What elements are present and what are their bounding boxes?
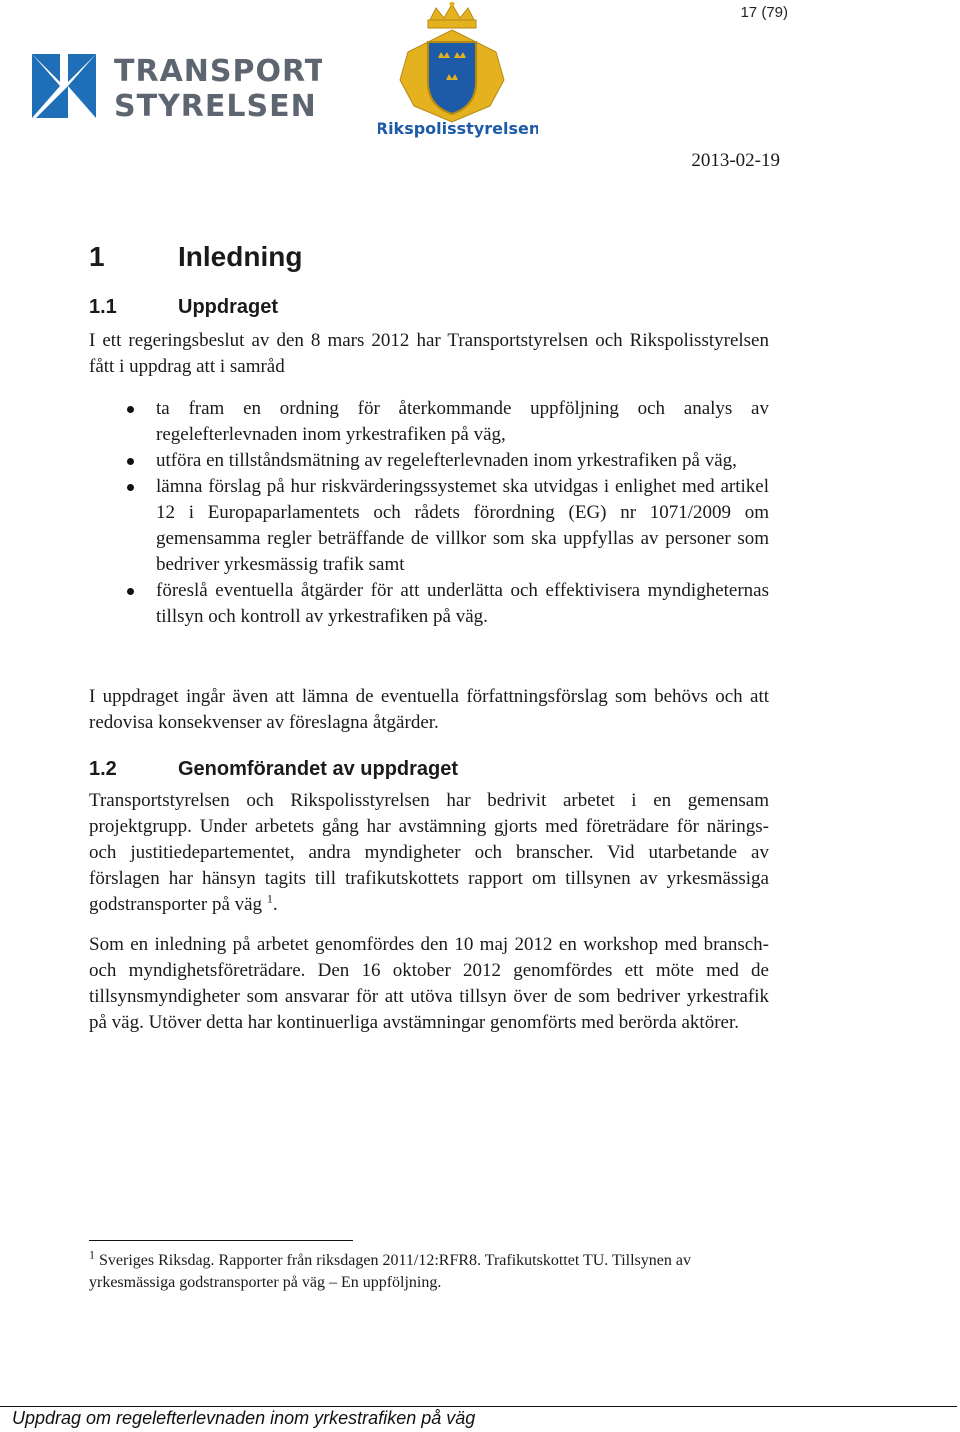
police-emblem-icon [378,2,538,142]
logo-line2: STYRELSEN [114,89,317,122]
logo-line1: TRANSPORT [114,54,322,89]
list-item-text: utföra en tillståndsmätning av regelefterlevnaden inom yrkestrafiken på väg, [156,450,737,471]
list-item [89,448,769,474]
bullet-icon [127,458,134,465]
bullet-icon [127,406,134,413]
heading-number: 1.2 [89,758,117,780]
implementation-paragraph-2: Som en inledning på arbetet genomfördes den 10 maj 2012 en workshop med bransch- och myndighetsföreträdare. Den 16 oktober 2012 genomfördes ett möte med de tillsynsmyndigheter som ansvarar för att utöva tillsyn över de som bedriver yrkestrafik på väg. Utöver detta har kontinuerliga avstämningar genomförts med berörda aktörer. [89,934,769,1033]
heading-title: Inledning [178,241,303,272]
transportstyrelsen-logo-mark [32,52,322,122]
footnote-number: 1 [89,1247,95,1262]
page-number: 17 (79) [740,4,788,21]
list-item-text: lämna förslag på hur riskvärderingssystemet ska utvidgas i enlighet med artikel 12 i Europaparlamentets och rådets förordning (EG) nr 1071/2009 om gemensamma regler beträffande de villkor som ska uppfyllas av personer som bedriver yrkesmässig trafik samt [156,476,769,575]
implementation-paragraph-1 [89,788,769,918]
transportstyrelsen-logo [32,52,322,127]
list-item [89,578,769,630]
rikspolisstyrelsen-logo [378,2,538,147]
intro-paragraph: I ett regeringsbeslut av den 8 mars 2012 har Transportstyrelsen och Rikspolisstyrelsen fått i uppdrag att i samråd [89,330,769,377]
list-item [89,474,769,578]
bullet-icon [127,484,134,491]
heading-section-1 [89,241,302,273]
footnote-divider [89,1240,353,1241]
footnote [89,1247,769,1294]
footnote-text: Sveriges Riksdag. Rapporter från riksdagen 2011/12:RFR8. Trafikutskottet TU. Tillsynen av yrkesmässiga godstransporter på väg – En uppföljning. [89,1252,691,1291]
footer-title: Uppdrag om regelefterlevnaden inom yrkestrafiken på väg [12,1408,476,1428]
paragraph-end: . [272,894,278,915]
bullet-icon [127,588,134,595]
heading-number: 1.1 [89,296,117,318]
footer-divider [0,1406,957,1407]
police-logo-text: Rikspolisstyrelsen [378,119,538,138]
assignment-bullet-list [89,396,769,630]
list-item-text: föreslå eventuella åtgärder för att underlätta och effektivisera myndigheternas tillsyn och kontroll av yrkestrafiken på väg. [156,580,769,627]
list-item [89,396,769,448]
footnote-reference[interactable]: 1 [266,891,273,906]
list-item-text: ta fram en ordning för återkommande uppföljning och analys av regelefterlevnaden inom yrkestrafiken på väg, [156,398,769,445]
heading-section-1-2 [89,758,458,781]
heading-title: Genomförandet av uppdraget [178,758,459,780]
closing-paragraph: I uppdraget ingår även att lämna de eventuella författningsförslag som behövs och att redovisa konsekvenser av föreslagna åtgärder. [89,686,769,733]
document-date: 2013-02-19 [691,150,780,171]
paragraph-text: Transportstyrelsen och Rikspolisstyrelsen har bedrivit arbetet i en gemensam projektgrupp. Under arbetets gång har avstämning gjorts med företrädare för närings- och justitiedepartementet, andra myndigheter och branscher. Vid utarbetande av förslagen har hänsyn tagits till trafikutskottets rapport om tillsynen av yrkesmässiga godstransporter på väg [89,790,769,915]
heading-section-1-1 [89,296,278,319]
heading-title: Uppdraget [178,296,278,318]
heading-number: 1 [89,241,105,272]
